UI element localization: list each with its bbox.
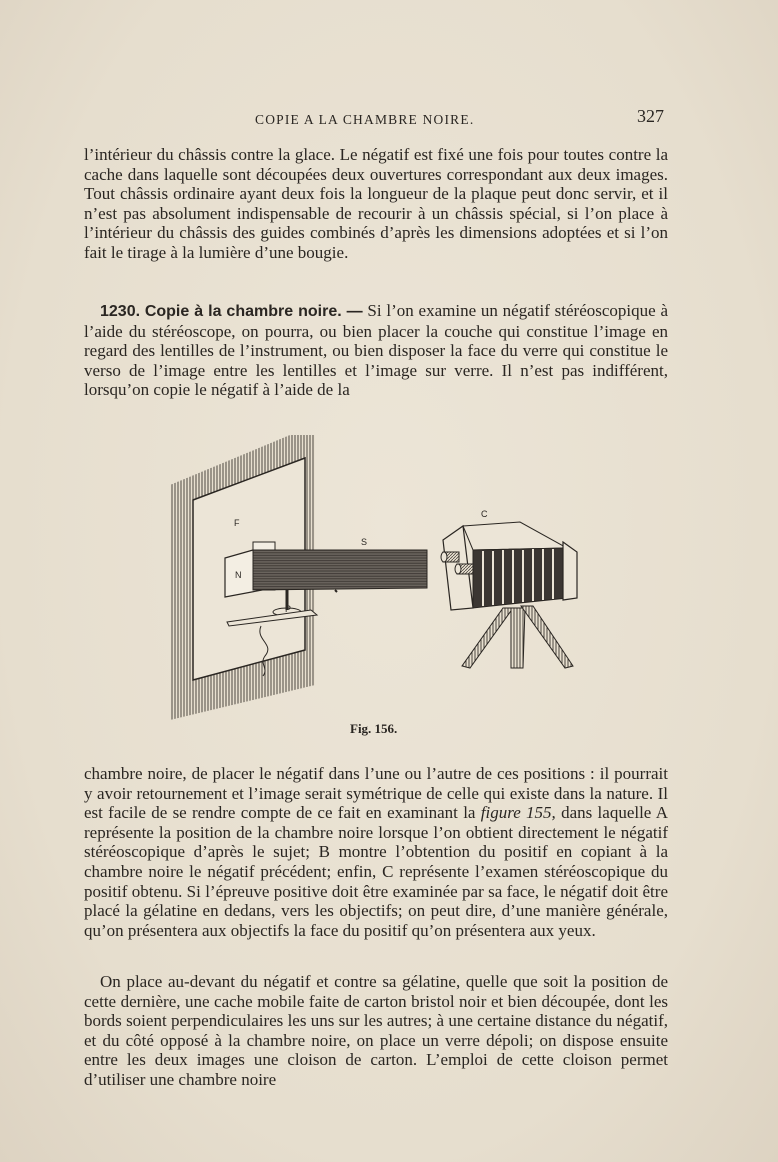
figure-reference: figure 155,: [480, 803, 556, 823]
label-f: F: [234, 518, 240, 528]
paragraph-1230: [84, 301, 668, 400]
section-number: 1230.: [100, 303, 141, 320]
paragraph-3: [84, 764, 668, 940]
label-c: C: [481, 509, 488, 519]
paragraph-4: On place au-devant du négatif et contre sa gélatine, quelle que soit la position de cette dernière, une cache mobile faite de carton bristol noir et bien découpée, dont les bords soient perpendiculaires les uns sur les autres; à une certaine distance du négatif, et du côté opposé à la chambre noire, on place un verre dépoli; on dispose ensuite entre les deux images une cloison de carton. L’emploi de cette cloison permet d’utiliser une chambre noire: [84, 972, 668, 1089]
tripod: [462, 606, 573, 668]
camera-c: [441, 522, 577, 610]
paragraph-3-part-b: dans laquelle A représente la position de la chambre noire lorsque l’on obtient directement le négatif stéréoscopique d’après le sujet; B montre l’obtention du positif en copiant à la chambre noire le négatif précédent; enfin, C représente l’examen stéréoscopique du positif obtenu. Si l’épreuve positive doit être examinée par sa face, le négatif doit être placé la gélatine en dedans, vers les objectifs; on peut dire, d’une manière générale, qu’on présentera aux objectifs la face du positif qu’on présentera aux yeux.: [84, 803, 668, 940]
section-body: Si l’on examine un négatif stéréoscopique à l’aide du stéréoscope, on pourra, ou bien placer la couche qui constitue l’image en regard des lentilles de l’instrument, ou bien disposer la face du verre qui constitue le verso de l’image entre les lentilles et l’image sur verre. Il n’est pas indifférent, lorsqu’on copie le négatif à l’aide de la: [84, 301, 668, 400]
page-number: 327: [637, 106, 664, 126]
label-s: S: [361, 537, 368, 547]
running-title: COPIE A LA CHAMBRE NOIRE.: [255, 112, 475, 127]
partition-s: [253, 550, 427, 590]
figure-caption: Fig. 156.: [350, 721, 398, 736]
label-p: P: [285, 604, 292, 614]
figure-156-illustration: [165, 430, 585, 720]
paragraph-3-part-a: chambre noire, de placer le négatif dans l’une ou l’autre de ces positions : il pourrait y avoir retournement et l’image serait symétrique de celle qui existe dans la nature. Il est facile de se rendre compte de ce fait en examinant la: [84, 764, 668, 823]
paragraph-1: l’intérieur du châssis contre la glace. Le négatif est fixé une fois pour toutes contre la cache dans laquelle sont découpées deux ouvertures correspondant aux deux images. Tout châssis ordinaire ayant deux fois la longueur de la plaque peut donc servir, et il n’est pas absolument indispensable de recourir à un châssis spécial, si l’on place à l’intérieur du châssis des guides combinés d’après les dimensions adoptées et si l’on fait le tirage à la lumière d’une bougie.: [84, 145, 668, 262]
label-n: N: [235, 570, 242, 580]
section-title: Copie à la chambre noire. —: [144, 303, 363, 320]
